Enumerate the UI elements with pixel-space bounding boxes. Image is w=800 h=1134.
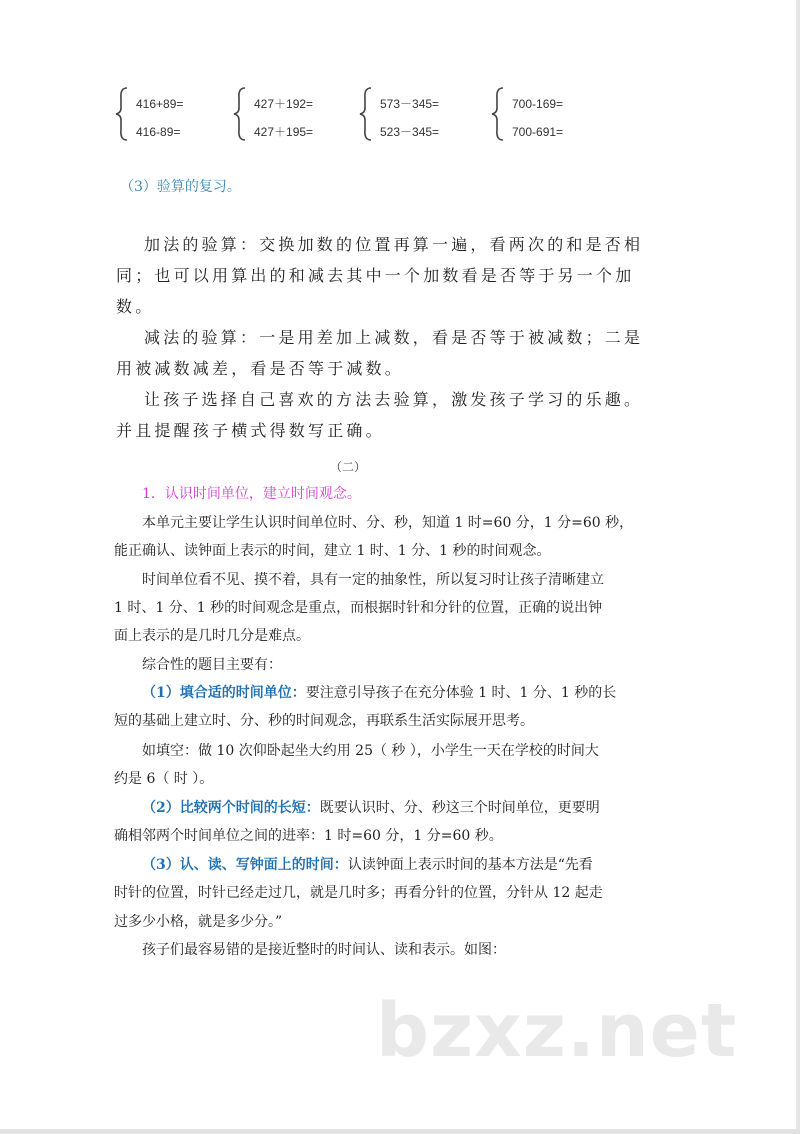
exercise-2-line-1: 427＋192= — [254, 97, 314, 111]
time-line-6: 综合性的题目主要有： — [142, 657, 282, 673]
brace-icon — [232, 86, 248, 142]
time-line-2: 能正确认、读钟面上表示的时间，建立 1 时、1 分、1 秒的时间观念。 — [114, 543, 551, 559]
time-line-4: 1 时、1 分、1 秒的时间观念是重点，而根据时针和分针的位置，正确的说出钟 — [114, 600, 603, 616]
part-2-label: （二） — [330, 460, 367, 474]
check-line-7: 并且提醒孩子横式得数写正确。 — [116, 421, 385, 440]
exercise-row — [114, 86, 594, 142]
exercise-1-line-1: 416+89= — [136, 97, 184, 111]
check-line-3: 数。 — [116, 297, 155, 316]
brace-icon — [114, 86, 130, 142]
brace-icon — [358, 86, 374, 142]
item-3-line-3: 过多少小格，就是多少分。” — [114, 914, 283, 930]
brace-icon — [490, 86, 506, 142]
page-edge-right — [796, 0, 800, 1134]
time-line-5: 面上表示的是几时几分是难点。 — [114, 628, 310, 644]
time-line-1: 本单元主要让学生认识时间单位时、分、秒，知道 1 时=60 分，1 分=60 秒， — [142, 515, 634, 531]
time-line-3: 时间单位看不见、摸不着，具有一定的抽象性，所以复习时让孩子清晰建立 — [142, 572, 604, 588]
exercise-1-line-2: 416-89= — [136, 125, 181, 139]
check-line-2: 同；也可以用算出的和减去其中一个加数看是否等于另一个加 — [116, 266, 635, 285]
item-3-line-1 — [142, 854, 593, 874]
section-3-heading: （3）验算的复习。 — [120, 179, 241, 195]
item-1-line-1 — [142, 682, 616, 702]
closing-line: 孩子们最容易错的是接近整时的时间认、读和表示。如图： — [142, 942, 506, 958]
example-line-2: 约是 6（ 时 ）。 — [114, 771, 214, 787]
item-1-label: （1）填合适的时间单位： — [142, 685, 306, 701]
check-line-4: 减法的验算：一是用差加上减数，看是否等于被减数；二是 — [144, 328, 644, 347]
check-line-6: 让孩子选择自己喜欢的方法去验算，激发孩子学习的乐趣。 — [144, 390, 644, 409]
exercise-4-line-2: 700-691= — [512, 125, 564, 139]
exercise-3-line-1: 573－345= — [380, 97, 440, 111]
exercise-3-line-2: 523－345= — [380, 125, 440, 139]
example-line-1: 如填空：做 10 次仰卧起坐大约用 25（ 秒 ），小学生一天在学校的时间大 — [142, 743, 599, 759]
item-1-line-2: 短的基础上建立时、分、秒的时间观念，再联系生活实际展开思考。 — [114, 713, 534, 729]
item-3-text: 认读钟面上表示时间的基本方法是“先看 — [347, 857, 593, 873]
exercise-4-line-1: 700-169= — [512, 97, 564, 111]
item-3-line-2: 时针的位置，时针已经走过几，就是几时多；再看分针的位置，分针从 12 起走 — [114, 885, 603, 901]
exercise-2-line-2: 427＋195= — [254, 125, 314, 139]
check-line-5: 用被减数减差，看是否等于减数。 — [116, 359, 405, 378]
check-line-1: 加法的验算：交换加数的位置再算一遍，看两次的和是否相 — [144, 235, 644, 254]
item-2-text: 既要认识时、分、秒这三个时间单位，更要明 — [319, 800, 600, 816]
item-2-line-2: 确相邻两个时间单位之间的进率：1 时=60 分，1 分=60 秒。 — [114, 828, 503, 844]
watermark: bzxz.net — [376, 988, 738, 1074]
item-2-line-1 — [142, 797, 600, 817]
item-2-label: （2）比较两个时间的长短： — [142, 800, 320, 816]
page-edge-bottom — [0, 1129, 800, 1134]
item-1-text: 要注意引导孩子在充分体验 1 时、1 分、1 秒的长 — [305, 685, 617, 701]
time-unit-heading: 1．认识时间单位，建立时间观念。 — [142, 486, 361, 502]
item-3-label: （3）认、读、写钟面上的时间： — [142, 857, 348, 873]
